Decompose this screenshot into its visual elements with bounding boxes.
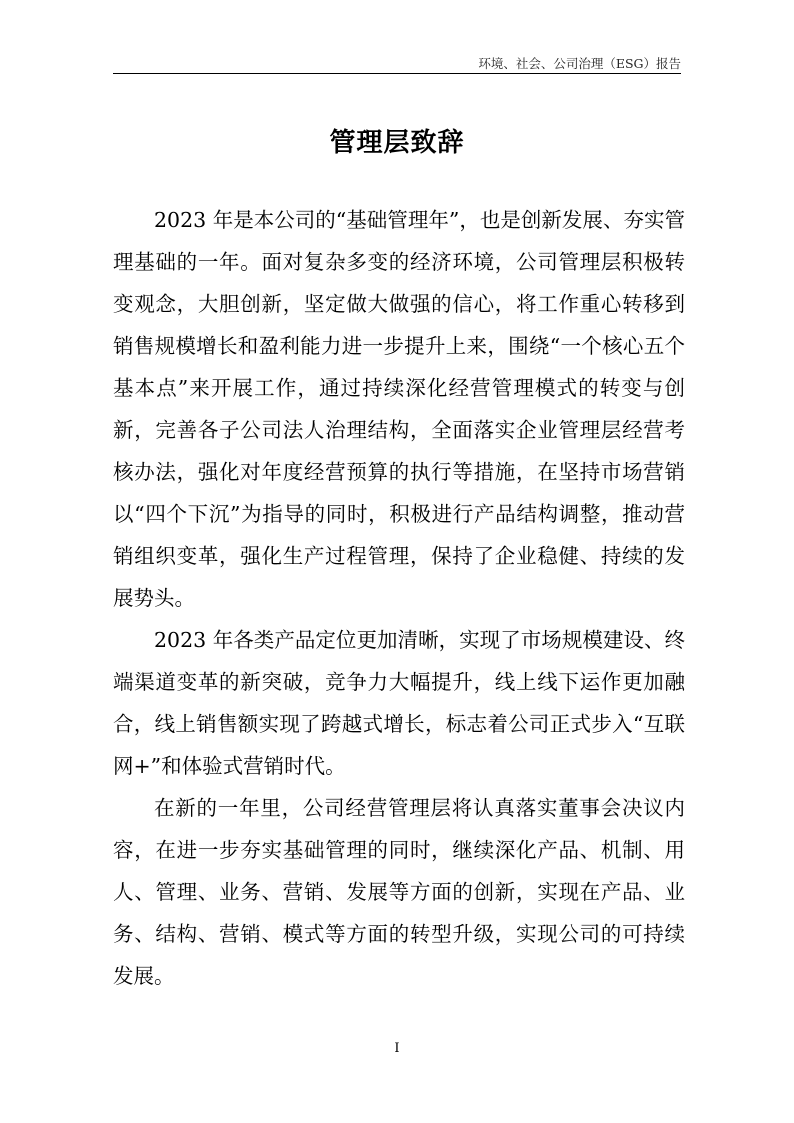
page-number: I [394, 1041, 400, 1056]
header-divider [113, 73, 681, 74]
running-header: 环境、社会、公司治理（ESG）报告 [478, 56, 681, 71]
letter-body [113, 199, 685, 997]
paragraph-3: 在新的一年里，公司经营管理层将认真落实董事会决议内容，在进一步夯实基础管理的同时，继续深化产品、机制、用人、管理、业务、营销、发展等方面的创新，实现在产品、业务、结构、营销、模式等方面的转型升级，实现公司的可持续发展。 [113, 796, 685, 988]
page-title: 管理层致辞 [329, 128, 465, 158]
paragraph-2: 2023 年各类产品定位更加清晰，实现了市场规模建设、终端渠道变革的新突破，竞争力大幅提升，线上线下运作更加融合，线上销售额实现了跨越式增长，标志着公司正式步入“互联网+”和体验式营销时代。 [113, 628, 685, 778]
paragraph-1: 2023 年是本公司的“基础管理年”，也是创新发展、夯实管理基础的一年。面对复杂多变的经济环境，公司管理层积极转变观念，大胆创新，坚定做大做强的信心，将工作重心转移到销售规模增长和盈利能力进一步提升上来，围绕“一个核心五个基本点”来开展工作，通过持续深化经营管理模式的转变与创新，完善各子公司法人治理结构，全面落实企业管理层经营考核办法，强化对年度经营预算的执行等措施，在坚持市场营销以“四个下沉”为指导的同时，积极进行产品结构调整，推动营销组织变革，强化生产过程管理，保持了企业稳健、持续的发展势头。 [113, 208, 685, 610]
